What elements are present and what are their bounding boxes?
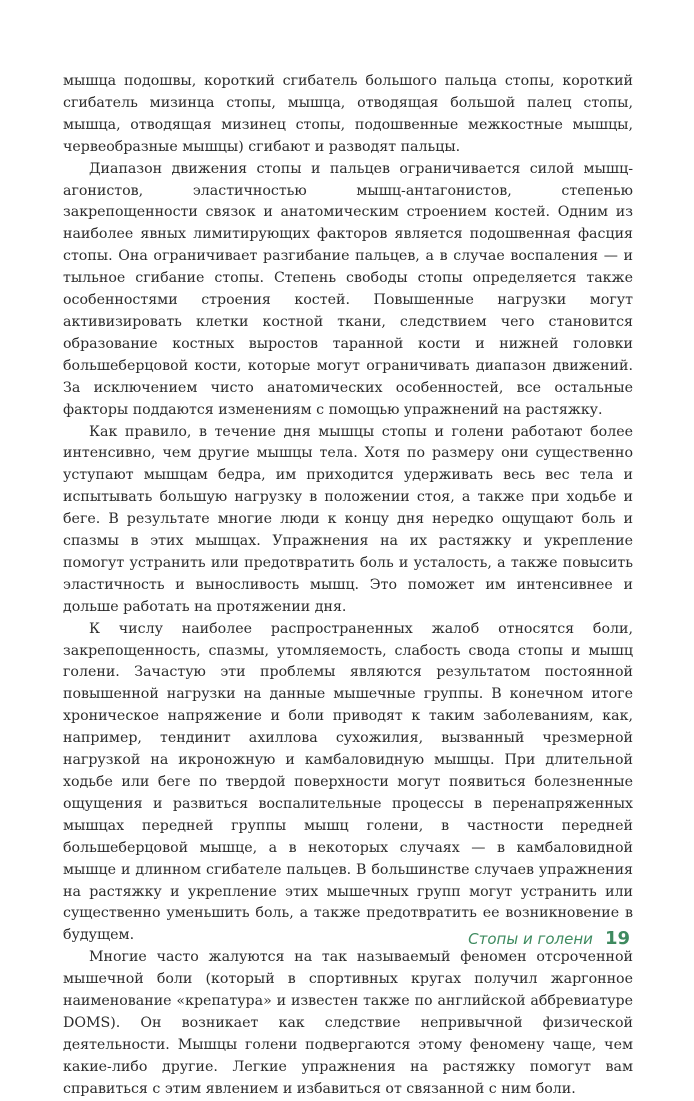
page-number: 19 [604,928,630,949]
paragraph-3: Как правило, в течение дня мышцы стопы и голени работают более интенсивно, чем другие мышцы тела. Хотя по размеру они существенно уступают мышцам бедра, им приходится удерживать весь вес тела и испытывать большую нагрузку в положении стоя, а также при ходьбе и беге. В результате многие люди к концу дня нередко ощущают боль и спазмы в этих мышцах. Упражнения на их растяжку и укрепление помогут устранить или предотвратить боль и усталость, а также повысить эластичность и выносливость мышц. Это поможет им интенсивнее и дольше работать на протяжении дня. [63,423,633,615]
paragraph-1: мышца подошвы, короткий сгибатель большого пальца стопы, короткий сгибатель мизинца стопы, мышца, отводящая большой палец стопы, мышца, отводящая мизинец стопы, подошвенные межкостные мышцы, червеобразные мышцы) сгибают и разводят пальцы. [63,73,633,155]
running-title: Стопы и голени [468,930,593,948]
paragraph-5: Многие часто жалуются на так называемый феномен отсроченной мышечной боли (который в спортивных кругах получил жаргонное наименование «крепатура» и известен также по английской аббревиатуре DOMS). Он возникает как следствие непривычной физической деятельности. Мышцы голени подвергаются этому феномену чаще, чем какие-либо другие. Легкие упражнения на растяжку помогут вам справиться с этим явлением и избавиться от связанной с ним боли. [63,949,633,1097]
paragraph-2: Диапазон движения стопы и пальцев ограничивается силой мышц-агонистов, эластичностью мышц-антагонистов, степенью закрепощенности связок и анатомическим строением костей. Одним из наиболее явных лимитирующих факторов является подошвенная фасция стопы. Она ограничивает разгибание пальцев, а в случае воспаления — и тыльное сгибание стопы. Степень свободы стопы определяется также особенностями строения костей. Повышенные нагрузки могут активизировать клетки костной ткани, следствием чего становится образование костных выростов таранной кости и нижней головки большеберцовой кости, которые могут ограничивать диапазон движений. За исключением чисто анатомических особенностей, все остальные факторы поддаются изменениям с помощью упражнений на растяжку. [63,160,633,418]
paragraph-4: К числу наиболее распространенных жалоб относятся боли, закрепощенность, спазмы, утомляемость, слабость свода стопы и мышц голени. Зачастую эти проблемы являются результатом постоянной повышенной нагрузки на данные мышечные группы. В конечном итоге хроническое напряжение и боли приводят к таким заболеваниям, как, например, тендинит ахиллова сухожилия, вызванный чрезмерной нагрузкой на икроножную и камбаловидную мышцы. При длительной ходьбе или беге по твердой поверхности могут появиться болезненные ощущения и развиться воспалительные процессы в перенапряженных мышцах передней группы мышц голени, в частности передней большеберцовой мышце, а в некоторых случаях — в камбаловидной мышце и длинном сгибателе пальцев. В большинстве случаев упражнения на растяжку и укрепление этих мышечных групп могут устранить или существенно уменьшить боль, а также предотвратить ее возникновение в будущем. [63,620,633,944]
page-footer [468,928,630,949]
